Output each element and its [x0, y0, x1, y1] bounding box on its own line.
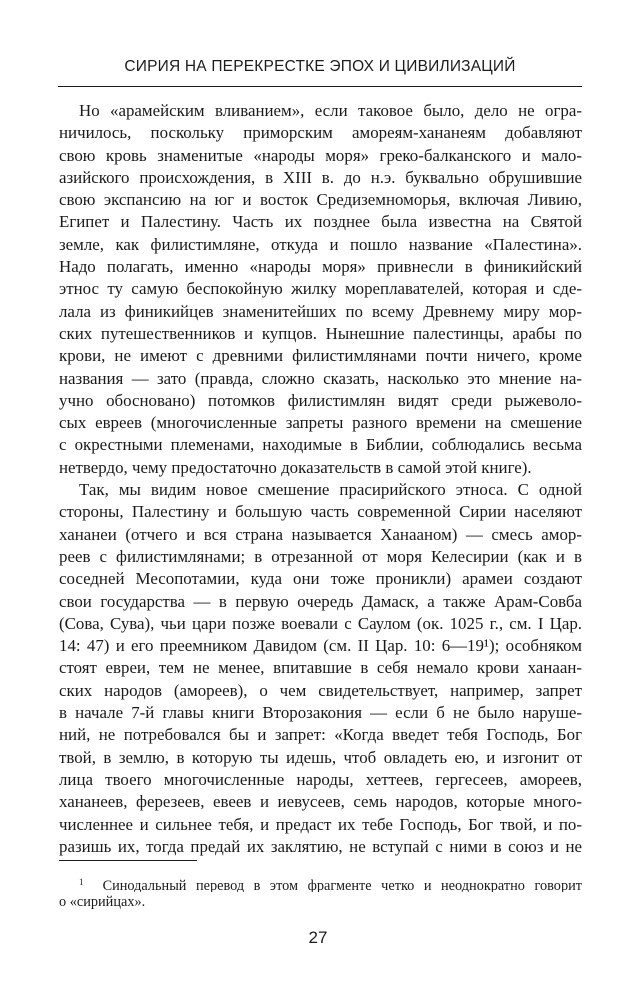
- text-line: крови, не имеют с древними филистимлянами почти ничего, кроме: [59, 346, 582, 366]
- footnote-line: о «сирийцах».: [59, 894, 146, 910]
- text-line: свою экспансию на юг и восток Средиземноморья, включая Ливию,: [59, 190, 582, 210]
- text-line: нетвердо, чему предостаточно доказательств в самой этой книге).: [59, 457, 532, 477]
- text-line: этнос ту самую беспокойную жилку мореплавателей, которая и сде-: [59, 279, 582, 299]
- text-line: азийского происхождения, в XIII в. до н.э. буквально обрушившие: [59, 167, 582, 187]
- text-line: сых евреев (многочисленные запреты разного времени на смешение: [59, 413, 582, 433]
- text-line: стоят евреи, тем не менее, впитавшие в себя немало крови ханаан-: [59, 658, 582, 678]
- text-line: реев с филистимлянами; в отрезанной от моря Келесирии (как и в: [59, 546, 582, 566]
- header-rule: [58, 86, 582, 87]
- text-line: с окрестными племенами, находимые в Библии, соблюдались весьма: [59, 435, 582, 455]
- text-line: 14: 47) и его преемником Давидом (см. II Цар. 10: 6—19¹); особняком: [59, 636, 582, 656]
- text-line: хананеи (отчего и вся страна называется Ханааном) — смесь амор-: [59, 524, 582, 544]
- text-line: свою кровь знаменитые «народы моря» греко-балканского и мало-: [59, 145, 582, 165]
- page-number: 27: [308, 928, 328, 947]
- running-head: СИРИЯ НА ПЕРЕКРЕСТКЕ ЭПОХ И ЦИВИЛИЗАЦИЙ: [124, 58, 516, 75]
- text-line: ских путешественников и купцов. Нынешние палестинцы, арабы по: [59, 323, 582, 343]
- paragraph: [59, 479, 582, 858]
- text-line: в начале 7-й главы книги Второзакония — если б не было наруше-: [59, 703, 582, 723]
- paragraph: [59, 100, 582, 479]
- text-line: соседней Месопотамии, куда они тоже проникли) арамеи создают: [59, 569, 582, 589]
- text-line: Так, мы видим новое смешение прасирийского этноса. С одной: [79, 480, 582, 500]
- text-line: названия — зато (правда, сложно сказать, насколько это мнение на-: [59, 368, 582, 388]
- text-line: Надо полагать, именно «народы моря» привнесли в финикийский: [59, 257, 582, 277]
- text-line: ничилось, поскольку приморским амореям-хананеям добавляют: [59, 123, 582, 143]
- text-line: учно обосновано) потомков филистимлян видят среди рыжеволо-: [59, 390, 582, 410]
- text-line: ний, не потребовался бы и запрет: «Когда введет тебя Господь, Бог: [59, 725, 582, 745]
- footnote-rule: [59, 860, 197, 861]
- text-line: разишь их, тогда предай их заклятию, не вступай с ними в союз и не: [59, 836, 582, 856]
- text-line: ских народов (амореев), о чем свидетельствует, например, запрет: [59, 680, 582, 700]
- text-line: Египет и Палестину. Часть их позднее была известна на Святой: [59, 212, 582, 232]
- text-line: численнее и сильнее тебя, и предаст их тебе Господь, Бог твой, и по-: [59, 814, 582, 834]
- text-line: твой, в землю, в которую ты идешь, чтоб овладеть ею, и изгонит от: [59, 747, 582, 767]
- footnote-marker: 1: [79, 877, 84, 887]
- footnote-line: [59, 872, 582, 892]
- text-line: (Сова, Сува), чьи цари позже воевали с Саулом (ок. 1025 г., см. I Цар.: [59, 613, 582, 633]
- text-line: свои государства — в первую очередь Дамаск, а также Арам-Совба: [59, 591, 582, 611]
- text-line: лала из финикийцев знаменитейших по всему Древнему миру мор-: [59, 301, 582, 321]
- main-text: [59, 100, 582, 858]
- footnote-text: Синодальный перевод в этом фрагменте четко и неоднократно говорит: [102, 878, 582, 892]
- text-line: стороны, Палестину и большую часть современной Сирии населяют: [59, 502, 582, 522]
- text-line: лица твоего многочисленные народы, хеттеев, гергесеев, амореев,: [59, 769, 582, 789]
- text-line: земле, как филистимляне, откуда и пошло название «Палестина».: [59, 234, 582, 254]
- text-line: хананеев, ферезеев, евеев и иевусеев, семь народов, которые много-: [59, 792, 582, 812]
- footnote: [59, 872, 582, 912]
- text-line: Но «арамейским вливанием», если таковое было, дело не огра-: [79, 101, 582, 120]
